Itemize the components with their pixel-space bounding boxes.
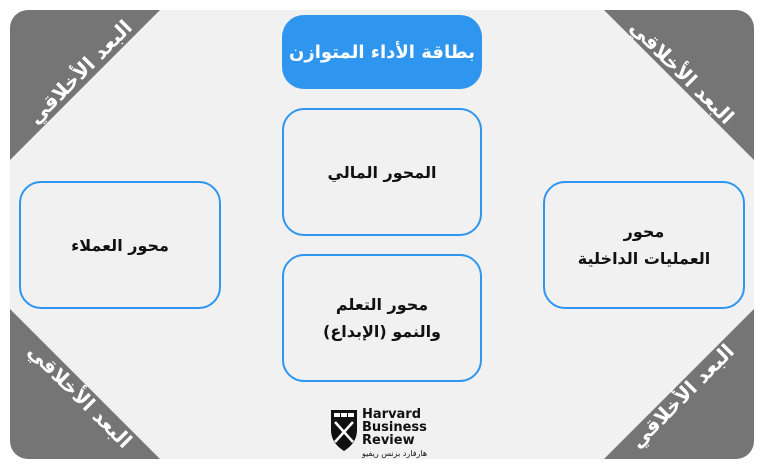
- hbr-logo: [330, 408, 440, 458]
- corner-label-top-left: البعد الأخلاقي: [23, 15, 137, 129]
- corner-label-top-right: البعد الأخلاقي: [625, 15, 739, 129]
- logo-arabic-text: هارفارد بزنس ريفيو: [362, 449, 428, 458]
- learning-growth-axis-box: [282, 254, 482, 382]
- harvard-shield-icon: [330, 408, 358, 452]
- corner-label-bottom-right: البعد الأخلاقي: [625, 339, 739, 453]
- logo-line-2: Business: [362, 420, 427, 435]
- internal-processes-axis-label: محور العمليات الداخلية: [577, 222, 711, 268]
- diagram-title: [282, 15, 482, 89]
- diagram-title-text: بطاقة الأداء المتوازن: [289, 41, 475, 63]
- logo-line-1: Harvard: [362, 407, 422, 422]
- corner-label-bottom-left: البعد الأخلاقي: [23, 339, 137, 453]
- corner-triangle-top-left: [10, 10, 160, 160]
- customers-axis-label: محور العملاء: [71, 235, 169, 255]
- learning-growth-axis-label: محور التعلم والنمو (الإبداع): [323, 295, 441, 341]
- financial-axis-label: المحور المالي: [327, 162, 437, 182]
- logo-line-3: Review: [362, 433, 415, 448]
- customers-axis-box: [19, 181, 221, 309]
- internal-processes-axis-box: [543, 181, 745, 309]
- financial-axis-box: [282, 108, 482, 236]
